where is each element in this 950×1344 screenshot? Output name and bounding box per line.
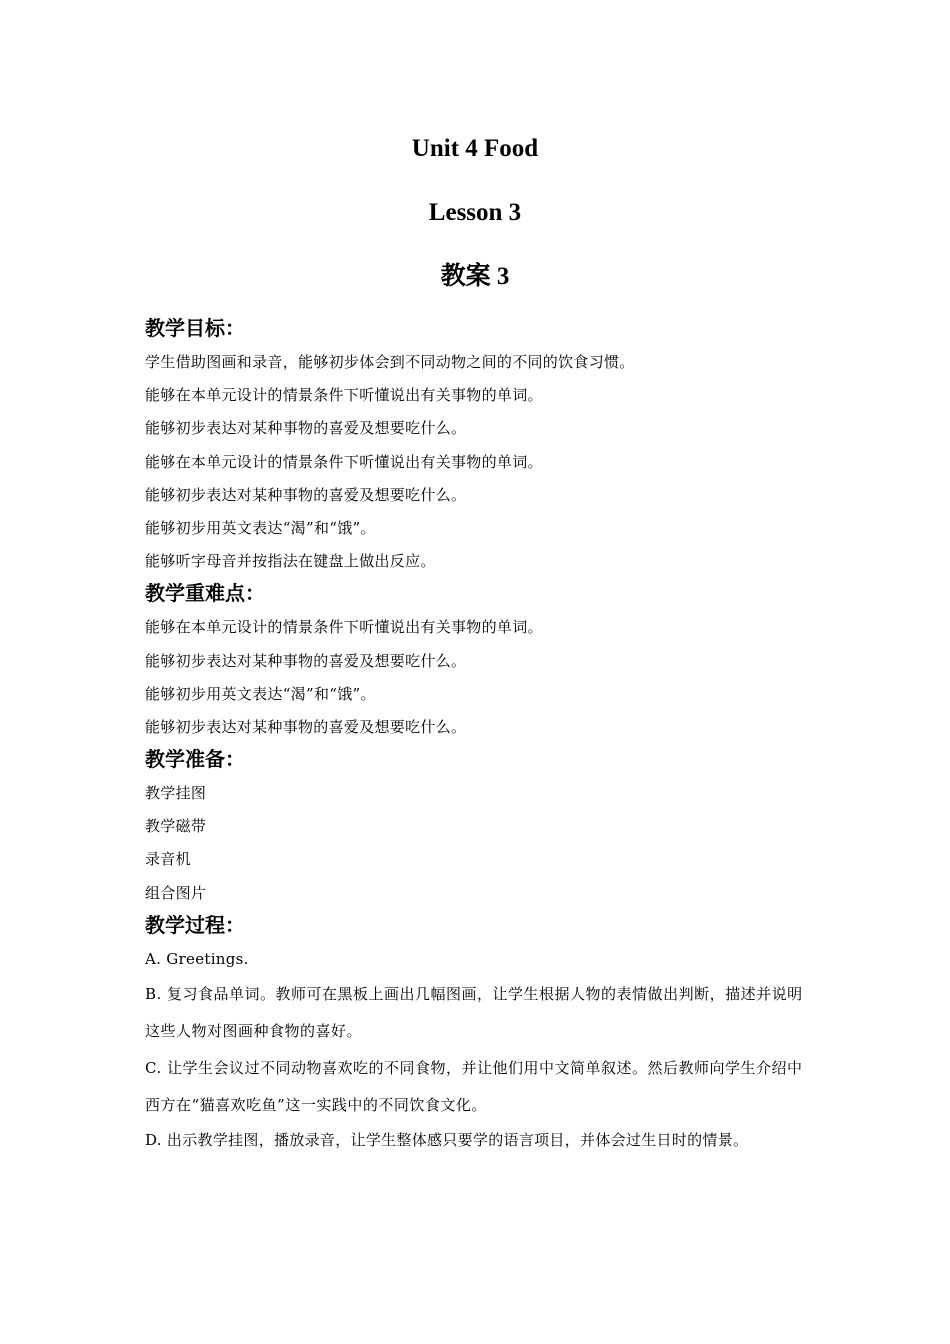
key-point-item: 能够在本单元设计的情景条件下听懂说出有关事物的单词。 bbox=[145, 618, 543, 637]
preparation-item: 组合图片 bbox=[145, 883, 207, 902]
lesson-title: Lesson 3 bbox=[428, 199, 522, 226]
preparation-item: 教学磁带 bbox=[145, 817, 207, 836]
preparation-item: 录音机 bbox=[145, 850, 191, 869]
key-point-item: 能够初步表达对某种事物的喜爱及想要吃什么。 bbox=[145, 717, 467, 736]
process-item: A. Greetings. bbox=[145, 949, 249, 968]
key-points-heading: 教学重难点： bbox=[145, 581, 265, 606]
process-heading: 教学过程： bbox=[145, 912, 245, 937]
process-item: B. 复习食品单词。教师可在黑板上画出几幅图画，让学生根据人物的表情做出判断，描述并说明这些人物对图画种食物的喜好。 bbox=[145, 985, 803, 1040]
lesson-plan-title: 教案 3 bbox=[440, 263, 510, 290]
key-point-item: 能够初步表达对某种事物的喜爱及想要吃什么。 bbox=[145, 651, 467, 670]
goal-item: 能够初步表达对某种事物的喜爱及想要吃什么。 bbox=[145, 485, 467, 504]
process-item: D. 出示教学挂图，播放录音，让学生整体感只要学的语言项目，并体会过生日时的情景。 bbox=[145, 1131, 749, 1149]
goal-item: 能够在本单元设计的情景条件下听懂说出有关事物的单词。 bbox=[145, 386, 543, 405]
goal-item: 能够初步用英文表达“渴”和“饿”。 bbox=[145, 518, 376, 537]
preparation-heading: 教学准备： bbox=[145, 747, 245, 772]
goal-item: 能够初步表达对某种事物的喜爱及想要吃什么。 bbox=[145, 419, 467, 438]
document-body bbox=[145, 313, 810, 1157]
key-point-item: 能够初步用英文表达“渴”和“饿”。 bbox=[145, 684, 376, 703]
document-title: Unit 4 Food bbox=[411, 135, 539, 162]
goal-item: 能够听字母音并按指法在键盘上做出反应。 bbox=[145, 552, 436, 571]
preparation-item: 教学挂图 bbox=[145, 784, 207, 803]
goal-item: 能够在本单元设计的情景条件下听懂说出有关事物的单词。 bbox=[145, 452, 543, 471]
goal-item: 学生借助图画和录音，能够初步体会到不同动物之间的不同的饮食习惯。 bbox=[145, 353, 635, 371]
goals-heading: 教学目标： bbox=[145, 316, 245, 340]
process-item: C. 让学生会议过不同动物喜欢吃的不同食物，并让他们用中文简单叙述。然后教师向学生介绍中西方在“猫喜欢吃鱼”这一实践中的不同饮食文化。 bbox=[145, 1059, 803, 1114]
